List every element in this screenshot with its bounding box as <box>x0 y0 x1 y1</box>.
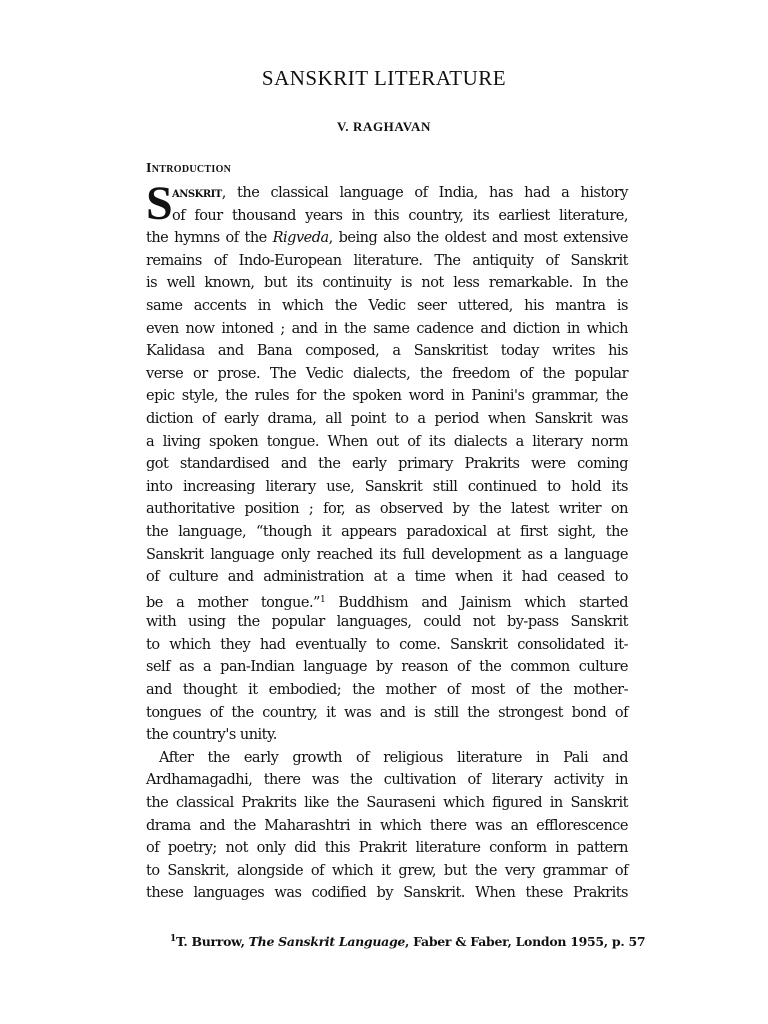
text-line: verse or prose. The Vedic dialects, the freedom of the popular <box>146 365 628 382</box>
text-line: Kalidasa and Bana composed, a Sanskritist today writes his <box>146 343 628 360</box>
body-text <box>146 177 628 905</box>
text-line: is well known, but its continuity is not less remarkable. In the <box>146 275 628 292</box>
text-line: the hymns of the Rigveda, being also the oldest and most extensive <box>146 230 628 247</box>
page-title: SANSKRIT LITERATURE <box>261 66 507 90</box>
text-line: tongues of the country, it was and is still the strongest bond of <box>146 704 628 721</box>
text-line: drama and the Maharashtri in which there was an efflorescence <box>146 817 628 834</box>
section-heading: Introduction <box>146 161 232 176</box>
rigveda-italic: Rigveda <box>272 230 329 247</box>
text-line: the classical Prakrits like the Sauraseni which figured in Sanskrit <box>146 795 628 812</box>
footnote-reference[interactable]: 1 <box>319 594 326 605</box>
text-line: these languages was codified by Sanskrit. When these Prakrits <box>146 885 628 902</box>
footnote-mark: 1 <box>170 934 176 944</box>
footnote-book-title: The Sanskrit Language <box>248 934 406 949</box>
text-line: of poetry; not only did this Prakrit literature conform in pattern <box>146 840 628 857</box>
text-line: remains of Indo-European literature. The antiquity of Sanskrit <box>146 252 628 269</box>
text-line: of four thousand years in this country, its earliest literature, <box>172 207 628 224</box>
text-line: into increasing literary use, Sanskrit still continued to hold its <box>146 478 628 495</box>
text-line: a living spoken tongue. When out of its dialects a literary norm <box>146 433 628 450</box>
drop-cap: S <box>146 177 173 230</box>
text-line: got standardised and the early primary Prakrits were coming <box>146 456 628 473</box>
text-line: to which they had eventually to come. Sanskrit consolidated it- <box>146 636 628 653</box>
text-line: Sanskrit language only reached its full development as a language <box>146 546 628 563</box>
first-paragraph-opening <box>146 177 628 230</box>
text-line: the country's unity. <box>146 727 277 744</box>
text-line: self as a pan-Indian language by reason of the common culture <box>146 659 628 676</box>
footnote <box>170 934 646 949</box>
footnote-publisher: , Faber & Faber, London 1955, p. 57 <box>405 934 646 949</box>
text-line: the language, “though it appears paradoxical at first sight, the <box>146 523 628 540</box>
text-line: After the early growth of religious literature in Pali and <box>159 749 628 766</box>
text-line: anskrit, the classical language of India, has had a history <box>172 184 628 201</box>
footnote-author: T. Burrow, <box>175 934 249 949</box>
text-line: be a mother tongue.”$^1$ Buddhism and Jainism which started <box>146 594 628 611</box>
text-line: same accents in which the Vedic seer uttered, his mantra is <box>146 297 628 314</box>
text-line: Ardhamagadhi, there was the cultivation of literary activity in <box>146 772 628 789</box>
text-line: epic style, the rules for the spoken word in Panini's grammar, the <box>146 388 628 405</box>
text-line: of culture and administration at a time when it had ceased to <box>146 569 628 586</box>
first-word-small-caps: anskrit <box>172 184 222 201</box>
text-line: and thought it embodied; the mother of most of the mother- <box>146 682 628 699</box>
text-line: even now intoned ; and in the same cadence and diction in which <box>146 320 628 337</box>
author-name: V. RAGHAVAN <box>336 119 431 134</box>
text-line: with using the popular languages, could not by-pass Sanskrit <box>146 614 628 631</box>
text-line: to Sanskrit, alongside of which it grew, but the very grammar of <box>146 862 628 879</box>
text-line: authoritative position ; for, as observed by the latest writer on <box>146 501 628 518</box>
text-line: diction of early drama, all point to a period when Sanskrit was <box>146 410 628 427</box>
